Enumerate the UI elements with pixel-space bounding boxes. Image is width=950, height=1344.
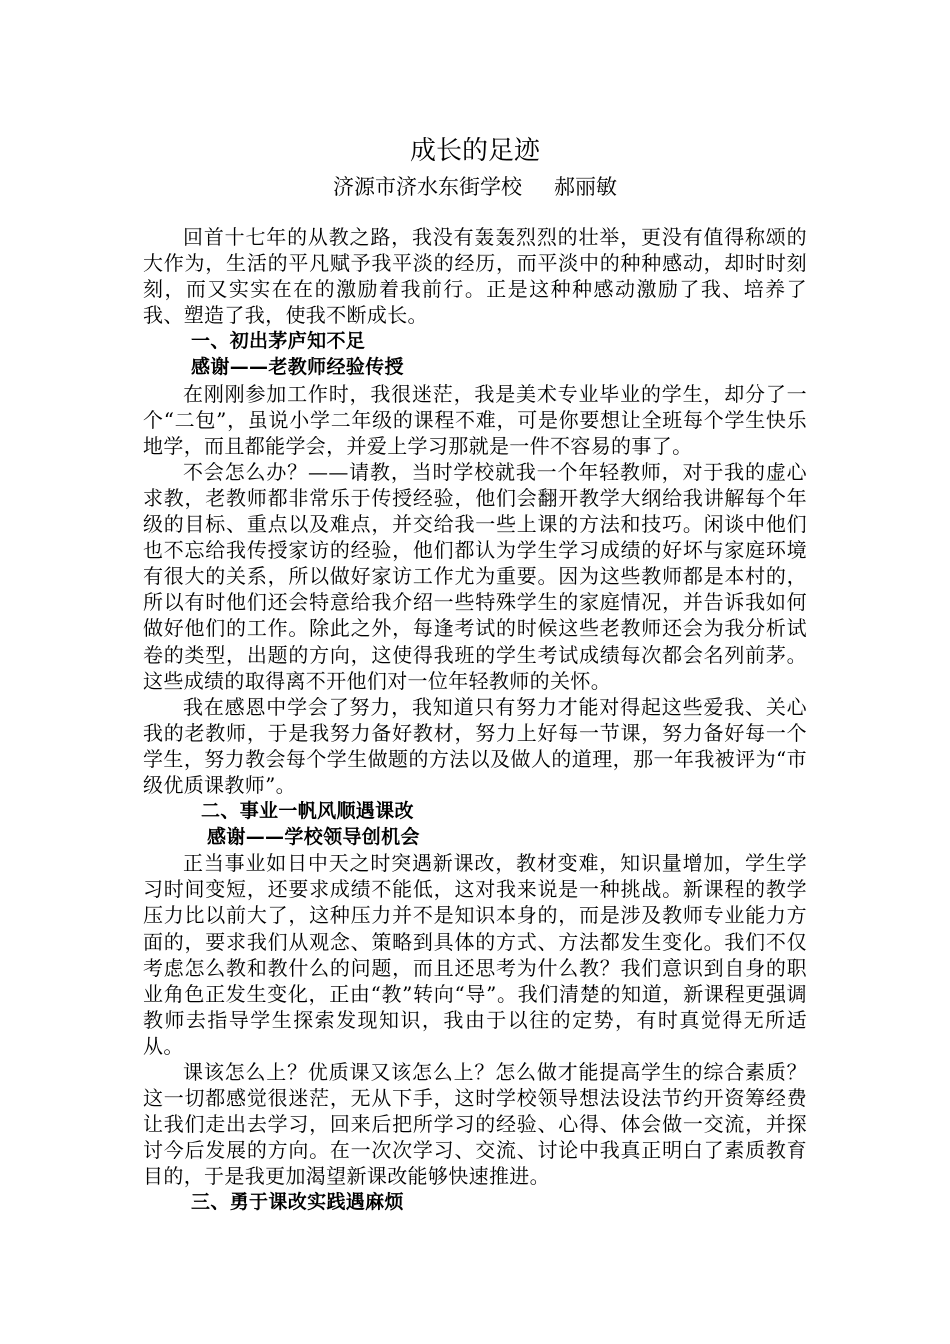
paragraph-intro: 回首十七年的从教之路，我没有轰轰烈烈的壮举，更没有值得称颂的大作为，生活的平凡赋予我平淡的经历，而平淡中的种种感动，却时时刻刻，而又实实在在的激励着我前行。正是这种种感动激励了我、培养了我、塑造了我，使我不断成长。 — [143, 225, 807, 328]
paragraph: 在刚刚参加工作时，我很迷茫，我是美术专业毕业的学生，却分了一个“二包”，虽说小学二年级的课程不难，可是你要想让全班每个学生快乐地学，而且都能学会，并爱上学习那就是一件不容易的事了。 — [143, 381, 807, 458]
byline — [0, 172, 950, 202]
document-title: 成长的足迹 — [409, 136, 540, 166]
section-heading-2: 二、事业一帆风顺遇课改 — [201, 800, 414, 823]
paragraph: 课该怎么上？优质课又该怎么上？怎么做才能提高学生的综合素质？这一切都感觉很迷茫，无从下手，这时学校领导想法设法节约开资筹经费让我们走出去学习，回来后把所学习的经验、心得、体会做一交流，并探讨今后发展的方向。在一次次学习、交流、讨论中我真正明白了素质教育目的，于是我更加渴望新课改能够快速推进。 — [143, 1060, 807, 1189]
section-heading-1: 一、初出茅庐知不足 — [191, 330, 366, 353]
author-name: 郝丽敏 — [554, 175, 617, 199]
paragraph: 不会怎么办？——请教，当时学校就我一个年轻教师，对于我的虚心求教，老教师都非常乐于传授经验，他们会翻开教学大纲给我讲解每个年级的目标、重点以及难点，并交给我一些上课的方法和技巧。闲谈中他们也不忘给我传授家访的经验，他们都认为学生学习成绩的好坏与家庭环境有很大的关系，所以做好家访工作尤为重要。因为这些教师都是本村的，所以有时他们还会特意给我介绍一些特殊学生的家庭情况，并告诉我如何做好他们的工作。除此之外，每逢考试的时候这些老教师还会为我分析试卷的类型，出题的方向，这使得我班的学生考试成绩每次都会名列前茅。这些成绩的取得离不开他们对一位年轻教师的关怀。 — [143, 459, 807, 693]
document-body — [143, 224, 807, 1216]
paragraph: 正当事业如日中天之时突遇新课改，教材变难，知识量增加，学生学习时间变短，还要求成绩不能低，这对我来说是一种挑战。新课程的教学压力比以前大了，这种压力并不是知识本身的，而是涉及教师专业能力方面的，要求我们从观念、策略到具体的方式、方法都发生变化。我们不仅考虑怎么教和教什么的问题，而且还思考为什么教？我们意识到自身的职业角色正发生变化，正由“教”转向“导”。我们清楚的知道，新课程更强调教师去指导学生探索发现知识，我由于以往的定势，有时真觉得无所适从。 — [143, 851, 807, 1058]
section-subheading-2: 感谢——学校领导创机会 — [207, 826, 420, 849]
section-heading-3: 三、勇于课改实践遇麻烦 — [191, 1191, 404, 1214]
school-name: 济源市济水东街学校 — [333, 175, 522, 199]
paragraph: 我在感恩中学会了努力，我知道只有努力才能对得起这些爱我、关心我的老教师，于是我努力备好教材，努力上好每一节课，努力备好每一个学生，努力教会每个学生做题的方法以及做人的道理，那一年我被评为“市级优质课教师”。 — [143, 694, 807, 797]
section-subheading-1: 感谢——老教师经验传授 — [191, 356, 404, 379]
